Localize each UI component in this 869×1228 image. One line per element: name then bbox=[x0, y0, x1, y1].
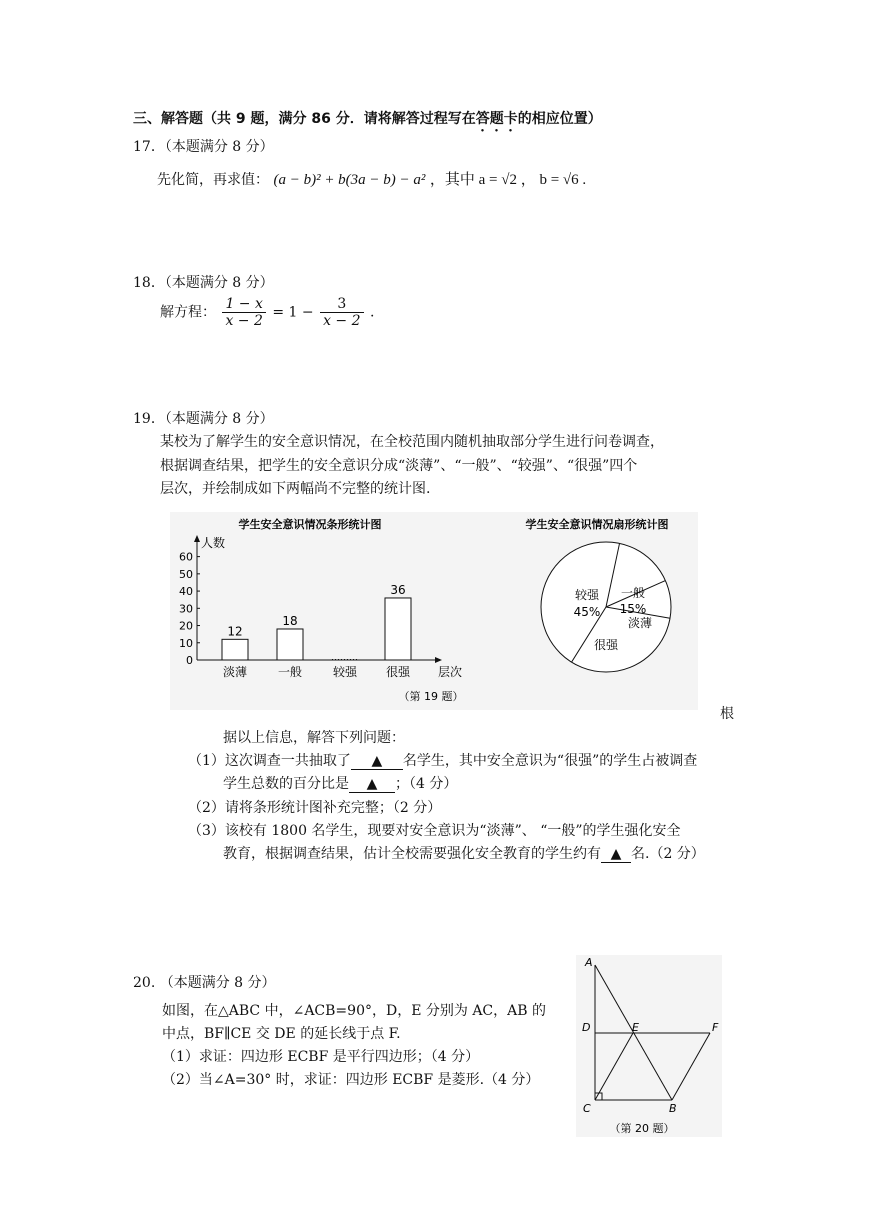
y-tick-label: 40 bbox=[179, 585, 193, 599]
q20-line-4: （2）当∠A=30° 时，求证：四边形 ECBF 是菱形.（4 分） bbox=[162, 1072, 540, 1088]
q17-body bbox=[157, 168, 586, 189]
q19-sub-1-text-c: 学生总数的百分比是 bbox=[223, 776, 349, 792]
q18-left-fraction bbox=[222, 296, 265, 329]
pie-chart-title: 学生安全意识情况扇形统计图 bbox=[525, 518, 669, 531]
q19-figure-svg bbox=[170, 512, 698, 710]
bar-data-label: 12 bbox=[227, 624, 243, 639]
y-axis-label: 人数 bbox=[201, 536, 226, 550]
q19-para-1: 某校为了解学生的安全意识情况，在全校范围内随机抽取部分学生进行问卷调查， bbox=[160, 434, 664, 450]
q19-sub-3-line-1: （3）该校有 1800 名学生，现要对安全意识为“淡薄”、 “一般”的学生强化安全 bbox=[188, 823, 681, 839]
pie-slice-label: 淡薄 bbox=[627, 616, 653, 630]
q19-sub-1-text-b: 名学生，其中安全意识为“很强”的学生占被调查 bbox=[402, 753, 698, 769]
q19-para-2: 根据调查结果，把学生的安全意识分成“淡薄”、“一般”、“较强”、“很强”四个 bbox=[160, 458, 638, 474]
q20-caption: （第 20 题） bbox=[609, 1122, 675, 1135]
label-a: A bbox=[585, 956, 593, 969]
y-tick-label: 0 bbox=[186, 654, 193, 667]
q17-condition: ，其中 a = √2 ， b = √6 . bbox=[429, 172, 587, 188]
q20-line-3: （1）求证：四边形 ECBF 是平行四边形；（4 分） bbox=[162, 1049, 480, 1065]
label-c: C bbox=[583, 1102, 591, 1115]
bar-data-label: 36 bbox=[390, 582, 406, 597]
q18-number: 18．（本题满分 8 分） bbox=[133, 275, 274, 291]
section-title-pre: 三、解答题（共 9 题，满分 86 分．请将解答过程写在 bbox=[133, 111, 476, 127]
x-tick-label: 较强 bbox=[332, 665, 358, 679]
label-f: F bbox=[712, 1021, 719, 1034]
q19-sub-3-line-2 bbox=[223, 843, 705, 863]
q19-number: 19．（本题满分 8 分） bbox=[133, 411, 274, 427]
q18-equals: = 1 − bbox=[272, 304, 314, 321]
pie-slice-label: 一般 bbox=[620, 586, 646, 600]
bar bbox=[222, 639, 248, 660]
q19-figure bbox=[170, 512, 698, 710]
q19-sub-2: （2）请将条形统计图补充完整；（2 分） bbox=[188, 800, 442, 816]
bar-data-label: 18 bbox=[282, 613, 298, 628]
pie-chart-marks bbox=[541, 542, 671, 672]
q18-right-fraction bbox=[320, 296, 363, 329]
q19-blank-1[interactable]: ▲ bbox=[351, 753, 403, 770]
q17-expression: (a − b)² + b(3a − b) − a² bbox=[273, 172, 426, 188]
label-e: E bbox=[632, 1021, 639, 1034]
q19-sub-1-line-2 bbox=[223, 773, 457, 793]
pie-slice-percent: 45% bbox=[573, 605, 601, 619]
y-axis-arrow bbox=[194, 535, 200, 542]
q19-answer-intro: 据以上信息，解答下列问题： bbox=[223, 730, 405, 746]
q17-prefix: 先化简，再求值： bbox=[157, 172, 269, 188]
q18-left-denominator: x − 2 bbox=[225, 313, 263, 329]
y-tick-label: 10 bbox=[179, 636, 193, 650]
section-title-emph: 答题卡 bbox=[475, 111, 518, 127]
q19-blank-3[interactable]: ▲ bbox=[601, 846, 631, 863]
bar-chart-marks bbox=[222, 583, 411, 660]
segment-ce bbox=[595, 1033, 633, 1100]
q19-sub-1-text-d: ；（4 分） bbox=[395, 776, 458, 792]
pie-slice-label: 较强 bbox=[574, 588, 600, 602]
pie-slice-percent: 15% bbox=[619, 602, 647, 616]
x-tick-label: 淡薄 bbox=[222, 665, 248, 679]
x-axis-label: 层次 bbox=[438, 665, 463, 679]
y-tick-label: 30 bbox=[179, 602, 193, 616]
q20-number: 20. （本题满分 8 分） bbox=[133, 975, 276, 991]
q18-prefix: 解方程： bbox=[160, 304, 216, 321]
q19-caption: （第 19 题） bbox=[398, 690, 464, 703]
section-title bbox=[133, 108, 602, 135]
bar-chart-axes bbox=[179, 535, 462, 679]
q19-para-3: 层次，并绘制成如下两幅尚不完整的统计图. bbox=[160, 481, 431, 497]
q18-period: . bbox=[369, 304, 375, 321]
bar-chart-title: 学生安全意识情况条形统计图 bbox=[238, 518, 382, 531]
q18-left-numerator: 1 − x bbox=[222, 296, 265, 313]
label-d: D bbox=[582, 1021, 591, 1034]
segment-bf bbox=[672, 1033, 710, 1100]
q19-gen: 根 bbox=[720, 706, 734, 722]
q18-right-denominator: x − 2 bbox=[323, 313, 361, 329]
y-tick-label: 50 bbox=[179, 567, 193, 581]
section-title-post: 的相应位置） bbox=[517, 111, 602, 127]
bar bbox=[277, 629, 303, 660]
x-axis-arrow bbox=[435, 657, 442, 663]
x-tick-label: 一般 bbox=[277, 665, 303, 679]
q20-line-2: 中点，BF∥CE 交 DE 的延长线于点 F. bbox=[162, 1026, 401, 1042]
x-tick-label: 很强 bbox=[385, 665, 411, 679]
q19-blank-2[interactable]: ▲ bbox=[349, 776, 395, 793]
q20-line-1: 如图，在△ABC 中，∠ACB=90°，D，E 分别为 AC，AB 的 bbox=[162, 1003, 546, 1019]
q20-figure bbox=[576, 955, 722, 1137]
q19-sub-3-text-b: 教育，根据调查结果，估计全校需要强化安全教育的学生约有 bbox=[223, 846, 601, 862]
q19-sub-1-text-a: （1）这次调查一共抽取了 bbox=[188, 753, 351, 769]
label-b: B bbox=[669, 1102, 677, 1115]
q17-number: 17．（本题满分 8 分） bbox=[133, 139, 274, 155]
y-tick-label: 20 bbox=[179, 619, 193, 633]
q19-sub-1-line-1 bbox=[188, 750, 697, 770]
q20-figure-svg bbox=[576, 955, 722, 1137]
bar bbox=[385, 598, 411, 660]
q18-right-numerator: 3 bbox=[320, 296, 363, 313]
q18-body bbox=[160, 296, 374, 329]
q19-sub-3-text-c: 名.（2 分） bbox=[631, 846, 705, 862]
pie-slice-label: 很强 bbox=[593, 638, 619, 652]
y-tick-label: 60 bbox=[179, 550, 193, 564]
